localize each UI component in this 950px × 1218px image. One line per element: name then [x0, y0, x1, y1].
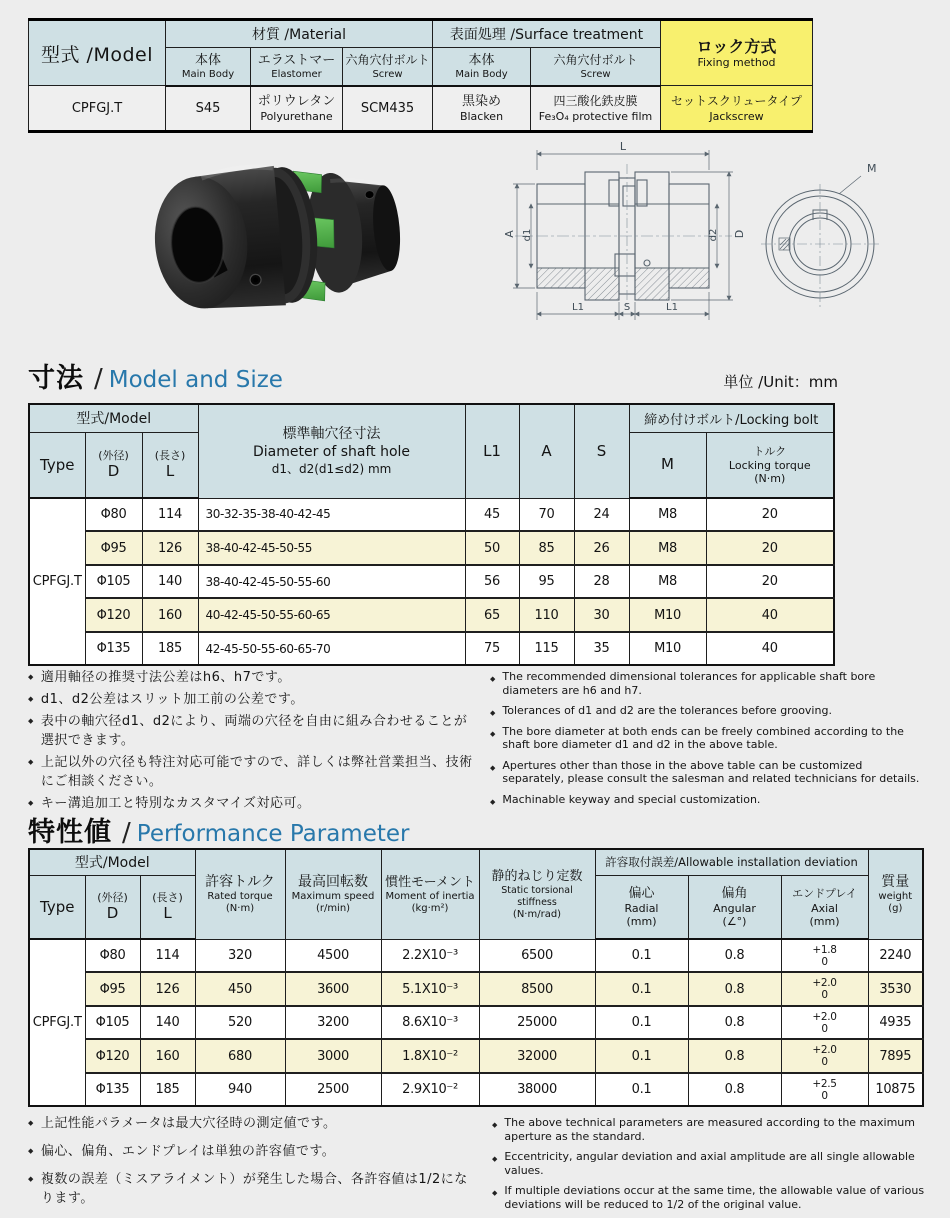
- type-cell: CPFGJ.T: [29, 939, 85, 1106]
- list-item: [28, 1170, 480, 1208]
- cell-l: 140: [142, 565, 198, 598]
- note-bullet-icon: ◆: [28, 1119, 34, 1127]
- cell-rated-torque: 680: [195, 1039, 285, 1073]
- cell-l1: 56: [465, 565, 519, 598]
- set-screw-hole-right: [365, 190, 375, 199]
- body-material-value: S45: [166, 86, 251, 132]
- value-en: Jackscrew: [709, 110, 764, 123]
- model-group-header: 型式/Model: [29, 849, 195, 875]
- hdr-jp: 偏心: [628, 886, 655, 902]
- hdr-en: Radial: [624, 902, 659, 916]
- cell-bores: 38-40-42-45-50-55: [198, 531, 465, 565]
- cell-weight: 4935: [868, 1006, 923, 1039]
- note-bullet-icon: ◆: [28, 695, 34, 703]
- note-text: キー溝追加工と特別なカスタマイズ対応可。: [40, 796, 311, 811]
- note-bullet-icon: ◆: [492, 1121, 498, 1129]
- axial-upper: +1.8: [812, 943, 837, 956]
- cell-rated-torque: 520: [195, 1006, 285, 1039]
- torque-jp: トルク: [753, 444, 787, 458]
- note-text: d1、d2公差はスリット加工前の公差です。: [40, 692, 304, 707]
- shaft-hole-header-sub: d1、d2(d1≤d2) mm: [271, 461, 392, 476]
- cell-bores: 42-45-50-55-60-65-70: [198, 632, 465, 665]
- cell-stiffness: 8500: [479, 972, 595, 1006]
- cell-max-speed: 2500: [285, 1073, 381, 1106]
- list-item: [28, 753, 480, 791]
- cell-torque: 20: [706, 531, 834, 565]
- axial-upper: +2.5: [812, 1077, 837, 1090]
- l-caption: (長さ): [152, 891, 183, 905]
- axial-lower: 0: [821, 1089, 828, 1102]
- cell-rated-torque: 940: [195, 1073, 285, 1106]
- list-item: [28, 690, 480, 709]
- screw-material-value: SCM435: [343, 86, 433, 132]
- hdr-en: Angular: [713, 902, 756, 916]
- hdr-unit: (g): [888, 902, 903, 914]
- label-jp: 六角穴付ボルト: [553, 52, 638, 67]
- d-letter: D: [106, 904, 119, 923]
- label-jp: 本体: [468, 52, 495, 68]
- section-heading-size: [28, 356, 838, 395]
- dim-label-D: D: [733, 229, 746, 239]
- col-header-d: [85, 875, 140, 939]
- col-header-stiffness: [479, 849, 595, 939]
- cell-d: Φ95: [85, 531, 142, 565]
- performance-notes-en: [492, 1116, 932, 1218]
- hdr-en: Static torsional stiffness: [501, 884, 573, 908]
- torque-en: Locking torque: [728, 458, 811, 472]
- fixing-header-en: Fixing method: [697, 56, 776, 69]
- cell-radial: 0.1: [595, 972, 688, 1006]
- table-row: [29, 1039, 923, 1073]
- dim-label-d1: d1: [522, 228, 533, 242]
- model-header: 型式 /Model: [29, 20, 166, 86]
- cell-max-speed: 4500: [285, 939, 381, 972]
- cell-stiffness: 32000: [479, 1039, 595, 1073]
- performance-table: [28, 848, 924, 1107]
- cell-l: 140: [140, 1006, 195, 1039]
- note-bullet-icon: ◆: [490, 675, 496, 683]
- note-bullet-icon: ◆: [28, 758, 34, 766]
- list-item: [490, 793, 926, 807]
- list-item: [492, 1150, 932, 1177]
- cell-l: 185: [140, 1073, 195, 1106]
- cell-inertia: 2.9X10⁻²: [381, 1073, 479, 1106]
- col-header-s: S: [574, 404, 629, 498]
- cell-axial: [781, 1073, 868, 1106]
- cell-torque: 40: [706, 632, 834, 665]
- cell-a: 115: [519, 632, 574, 665]
- cell-weight: 3530: [868, 972, 923, 1006]
- note-text: 上記性能パラメータは最大穴径時の測定値です。: [40, 1116, 337, 1131]
- deviation-group-header: 許容取付誤差/Allowable installation deviation: [595, 849, 868, 875]
- note-bullet-icon: ◆: [28, 799, 34, 807]
- cell-axial: [781, 972, 868, 1006]
- hdr-jp: エンドプレイ: [792, 887, 857, 901]
- note-bullet-icon: ◆: [490, 797, 496, 806]
- l-letter: L: [163, 904, 172, 923]
- section-heading-performance: [28, 810, 838, 849]
- surface-body-header: [433, 48, 531, 86]
- note-text: If multiple deviations occur at the same time, the allowable value of various deviations will be reduced to 1/2 of the original value.: [504, 1184, 925, 1211]
- cell-max-speed: 3600: [285, 972, 381, 1006]
- note-text: 表中の軸穴径d1、d2により、両端の穴径を自由に組み合わせることが選択できます。: [40, 714, 468, 748]
- hdr-jp: 慣性モーメント: [385, 874, 475, 890]
- note-bullet-icon: ◆: [28, 1175, 34, 1183]
- l-letter: L: [165, 462, 175, 481]
- col-header-l1: L1: [465, 404, 519, 498]
- cell-angular: 0.8: [688, 972, 781, 1006]
- d-caption: (外径): [97, 891, 128, 905]
- cell-m: M10: [629, 598, 706, 632]
- note-text: Tolerances of d1 and d2 are the tolerances before grooving.: [502, 704, 832, 717]
- dim-label-A: A: [503, 230, 516, 238]
- cell-m: M8: [629, 531, 706, 565]
- label-en: Screw: [580, 68, 611, 80]
- hdr-jp: 静的ねじり定数: [491, 868, 583, 884]
- product-photo: [135, 128, 420, 348]
- hdr-unit: (N·m/rad): [512, 908, 562, 920]
- side-view-drawing: [497, 136, 747, 336]
- col-header-l: [142, 432, 198, 498]
- hdr-unit: (∠°): [722, 915, 747, 929]
- hdr-en: weight: [878, 890, 913, 902]
- list-item: [490, 670, 926, 697]
- cell-axial: [781, 939, 868, 972]
- cell-a: 85: [519, 531, 574, 565]
- cell-radial: 0.1: [595, 1073, 688, 1106]
- cell-stiffness: 38000: [479, 1073, 595, 1106]
- cell-m: M8: [629, 498, 706, 531]
- hdr-en: Axial: [811, 902, 838, 916]
- value-en: Blacken: [459, 110, 504, 124]
- axial-lower: 0: [821, 1056, 828, 1068]
- cell-m: M10: [629, 632, 706, 665]
- cell-l: 160: [140, 1039, 195, 1073]
- table-row: [29, 939, 923, 972]
- axial-upper: +2.0: [812, 977, 837, 989]
- cell-radial: 0.1: [595, 939, 688, 972]
- label-jp: エラストマー: [257, 52, 336, 68]
- surface-group-header: 表面処理 /Surface treatment: [433, 20, 661, 48]
- dim-label-d2: d2: [708, 228, 719, 242]
- locking-bolt-group-header: 締め付けボルト/Locking bolt: [629, 404, 834, 432]
- cell-angular: 0.8: [688, 1006, 781, 1039]
- note-text: The recommended dimensional tolerances for applicable shaft bore diameters are h6 and h7.: [502, 670, 876, 697]
- d-letter: D: [107, 462, 120, 481]
- section-title-separator: /: [122, 818, 131, 848]
- col-header-l: [140, 875, 195, 939]
- hdr-unit: (mm): [626, 915, 657, 929]
- material-spec-table: [28, 18, 813, 133]
- table-row: [29, 598, 834, 632]
- material-group-header: 材質 /Material: [166, 20, 433, 48]
- fixing-method-header: [661, 20, 813, 86]
- col-header-radial: [595, 875, 688, 939]
- material-body-header: [166, 48, 251, 86]
- shaft-hole-header: [198, 404, 465, 498]
- value-jp: 黒染め: [461, 94, 501, 110]
- table-row: [29, 972, 923, 1006]
- cell-s: 35: [574, 632, 629, 665]
- surface-screw-header: [531, 48, 661, 86]
- unit-label: 単位 /Unit：mm: [723, 373, 838, 391]
- hdr-jp: 最高回転数: [298, 873, 369, 890]
- note-bullet-icon: ◆: [492, 1189, 498, 1197]
- note-bullet-icon: ◆: [490, 763, 496, 772]
- type-cell: CPFGJ.T: [29, 498, 85, 665]
- cell-m: M8: [629, 565, 706, 598]
- note-text: Eccentricity, angular deviation and axial amplitude are all single allowable values.: [504, 1150, 915, 1177]
- cell-inertia: 1.8X10⁻²: [381, 1039, 479, 1073]
- hdr-unit: (kg·m²): [411, 902, 449, 914]
- col-header-d: [85, 432, 142, 498]
- hdr-en: Rated torque: [207, 890, 273, 902]
- cell-rated-torque: 320: [195, 939, 285, 972]
- table-row: [29, 1073, 923, 1106]
- list-item: [490, 725, 926, 752]
- cell-l: 126: [142, 531, 198, 565]
- col-header-weight: [868, 849, 923, 939]
- coupling-photo-group: [149, 155, 405, 317]
- shaft-hole-header-jp: 標準軸穴径寸法: [282, 425, 381, 442]
- cell-d: Φ95: [85, 972, 140, 1006]
- col-header-type: Type: [29, 875, 85, 939]
- col-header-type: Type: [29, 432, 85, 498]
- axial-lower: 0: [821, 989, 828, 1001]
- list-item: [490, 759, 926, 786]
- value-en: Fe₃O₄ protective film: [538, 110, 653, 124]
- hdr-en: Maximum speed: [291, 890, 375, 902]
- l-caption: (長さ): [154, 449, 186, 463]
- note-text: 適用軸径の推奨寸法公差はh6、h7です。: [40, 670, 291, 685]
- cell-bores: 38-40-42-45-50-55-60: [198, 565, 465, 598]
- table-row: [29, 498, 834, 531]
- table-row: [29, 565, 834, 598]
- cell-inertia: 5.1X10⁻³: [381, 972, 479, 1006]
- axial-upper: +2.0: [812, 1044, 837, 1056]
- label-en: Main Body: [455, 68, 508, 80]
- note-text: The above technical parameters are measured according to the maximum aperture as the standard.: [504, 1116, 915, 1143]
- note-text: Apertures other than those in the above table can be customized separately, please consult the salesman and related technicians for details.: [502, 758, 920, 785]
- list-item: [28, 668, 480, 687]
- cell-weight: 7895: [868, 1039, 923, 1073]
- value-jp: 四三酸化鉄皮膜: [553, 94, 638, 109]
- cell-d: Φ135: [85, 1073, 140, 1106]
- cell-weight: 2240: [868, 939, 923, 972]
- cell-d: Φ105: [85, 565, 142, 598]
- label-en: Elastomer: [271, 68, 322, 80]
- cell-stiffness: 6500: [479, 939, 595, 972]
- cell-max-speed: 3000: [285, 1039, 381, 1073]
- cell-d: Φ120: [85, 1039, 140, 1073]
- material-screw-header: [343, 48, 433, 86]
- note-bullet-icon: ◆: [28, 1147, 34, 1155]
- cell-torque: 40: [706, 598, 834, 632]
- dim-label-M: M: [867, 162, 877, 175]
- cell-torque: 20: [706, 498, 834, 531]
- col-header-locking-torque: [706, 432, 834, 498]
- hdr-jp: 許容トルク: [205, 873, 275, 890]
- cell-angular: 0.8: [688, 1039, 781, 1073]
- size-notes-en: [490, 670, 926, 813]
- col-header-a: A: [519, 404, 574, 498]
- label-en: Main Body: [181, 68, 235, 80]
- list-item: [492, 1116, 932, 1143]
- table-row: [29, 531, 834, 565]
- cell-l: 114: [140, 939, 195, 972]
- performance-notes-jp: [28, 1114, 480, 1211]
- hdr-en: Moment of inertia: [385, 890, 475, 902]
- surface-body-value: [433, 86, 531, 132]
- label-jp: 本体: [194, 52, 221, 68]
- note-text: 偏心、偏角、エンドプレイは単独の許容値です。: [40, 1144, 336, 1159]
- col-header-rated-torque: [195, 849, 285, 939]
- note-text: 上記以外の穴径も特注対応可能ですので、詳しくは弊社営業担当、技術にご相談ください。: [40, 755, 473, 789]
- cell-max-speed: 3200: [285, 1006, 381, 1039]
- model-value: CPFGJ.T: [29, 86, 166, 132]
- note-bullet-icon: ◆: [490, 729, 496, 738]
- model-group-header: 型式/Model: [29, 404, 198, 432]
- hdr-unit: (N·m): [225, 902, 255, 914]
- table-row: [29, 632, 834, 665]
- front-view-drawing: [755, 152, 885, 317]
- hdr-jp: 偏角: [721, 886, 748, 902]
- cell-l1: 50: [465, 531, 519, 565]
- col-header-m: M: [629, 432, 706, 498]
- section-title-separator: /: [94, 364, 103, 394]
- cell-weight: 10875: [868, 1073, 923, 1106]
- elastomer-value: [251, 86, 343, 132]
- axial-lower: 0: [821, 1022, 828, 1035]
- list-item: [492, 1184, 932, 1211]
- col-header-inertia: [381, 849, 479, 939]
- cell-rated-torque: 450: [195, 972, 285, 1006]
- size-table: [28, 403, 835, 666]
- list-item: [28, 1142, 480, 1161]
- cell-s: 24: [574, 498, 629, 531]
- note-text: The bore diameter at both ends can be freely combined according to the shaft bore diameter d1 and d2 in the above table.: [502, 724, 904, 751]
- shaft-hole-header-en: Diameter of shaft hole: [252, 443, 411, 460]
- section-title-en: Performance Parameter: [136, 821, 410, 847]
- cell-d: Φ80: [85, 498, 142, 531]
- torque-unit: (N·m): [754, 471, 786, 485]
- dim-label-L: L: [619, 140, 627, 153]
- note-bullet-icon: ◆: [490, 709, 496, 717]
- cell-l1: 65: [465, 598, 519, 632]
- cell-s: 28: [574, 565, 629, 598]
- cell-l1: 75: [465, 632, 519, 665]
- section-title-jp: 寸法: [28, 363, 84, 394]
- size-notes-jp: [28, 668, 480, 816]
- hdr-unit: (mm): [809, 915, 840, 929]
- d-caption: (外径): [98, 449, 129, 463]
- dim-label-S: S: [623, 302, 631, 313]
- list-item: [490, 704, 926, 718]
- fixing-header-jp: ロック方式: [696, 37, 777, 56]
- value-en: Polyurethane: [260, 110, 333, 124]
- cell-l: 114: [142, 498, 198, 531]
- hdr-jp: 質量: [881, 873, 910, 890]
- value-jp: ポリウレタン: [257, 94, 336, 110]
- value-jp: セットスクリュータイプ: [671, 94, 802, 108]
- cell-l1: 45: [465, 498, 519, 531]
- col-header-max-speed: [285, 849, 381, 939]
- cell-axial: [781, 1039, 868, 1073]
- note-bullet-icon: ◆: [492, 1155, 498, 1163]
- hdr-unit: (r/min): [315, 902, 351, 914]
- cell-a: 95: [519, 565, 574, 598]
- cell-bores: 40-42-45-50-55-60-65: [198, 598, 465, 632]
- cell-d: Φ105: [85, 1006, 140, 1039]
- axial-lower: 0: [821, 955, 828, 968]
- cell-l: 126: [140, 972, 195, 1006]
- cell-a: 70: [519, 498, 574, 531]
- cell-d: Φ135: [85, 632, 142, 665]
- cell-s: 26: [574, 531, 629, 565]
- material-elastomer-header: [251, 48, 343, 86]
- note-bullet-icon: ◆: [28, 717, 34, 725]
- note-text: 複数の誤差（ミスアライメント）が発生した場合、各許容値は1/2になります。: [40, 1172, 468, 1206]
- dim-label-L1-right: L1: [666, 302, 678, 313]
- cell-stiffness: 25000: [479, 1006, 595, 1039]
- cell-d: Φ120: [85, 598, 142, 632]
- cell-angular: 0.8: [688, 1073, 781, 1106]
- label-en: Screw: [372, 68, 403, 80]
- note-text: Machinable keyway and special customization.: [502, 792, 761, 806]
- section-title-en: Model and Size: [108, 367, 283, 393]
- dim-label-L1-left: L1: [572, 302, 584, 313]
- list-item: [28, 1114, 480, 1133]
- cell-radial: 0.1: [595, 1006, 688, 1039]
- cell-inertia: 8.6X10⁻³: [381, 1006, 479, 1039]
- cell-torque: 20: [706, 565, 834, 598]
- label-jp: 六角穴付ボルト: [345, 52, 430, 67]
- cell-bores: 30-32-35-38-40-42-45: [198, 498, 465, 531]
- col-header-angular: [688, 875, 781, 939]
- cell-axial: [781, 1006, 868, 1039]
- cell-radial: 0.1: [595, 1039, 688, 1073]
- section-title-jp: 特性値: [28, 817, 112, 848]
- axial-upper: +2.0: [812, 1010, 837, 1023]
- cell-angular: 0.8: [688, 939, 781, 972]
- surface-screw-value: [531, 86, 661, 132]
- list-item: [28, 712, 480, 750]
- cell-s: 30: [574, 598, 629, 632]
- table-row: [29, 1006, 923, 1039]
- cell-l: 185: [142, 632, 198, 665]
- note-bullet-icon: ◆: [28, 673, 34, 681]
- cell-d: Φ80: [85, 939, 140, 972]
- cell-a: 110: [519, 598, 574, 632]
- fixing-method-value: [661, 86, 813, 132]
- cell-l: 160: [142, 598, 198, 632]
- cell-inertia: 2.2X10⁻³: [381, 939, 479, 972]
- col-header-axial: [781, 875, 868, 939]
